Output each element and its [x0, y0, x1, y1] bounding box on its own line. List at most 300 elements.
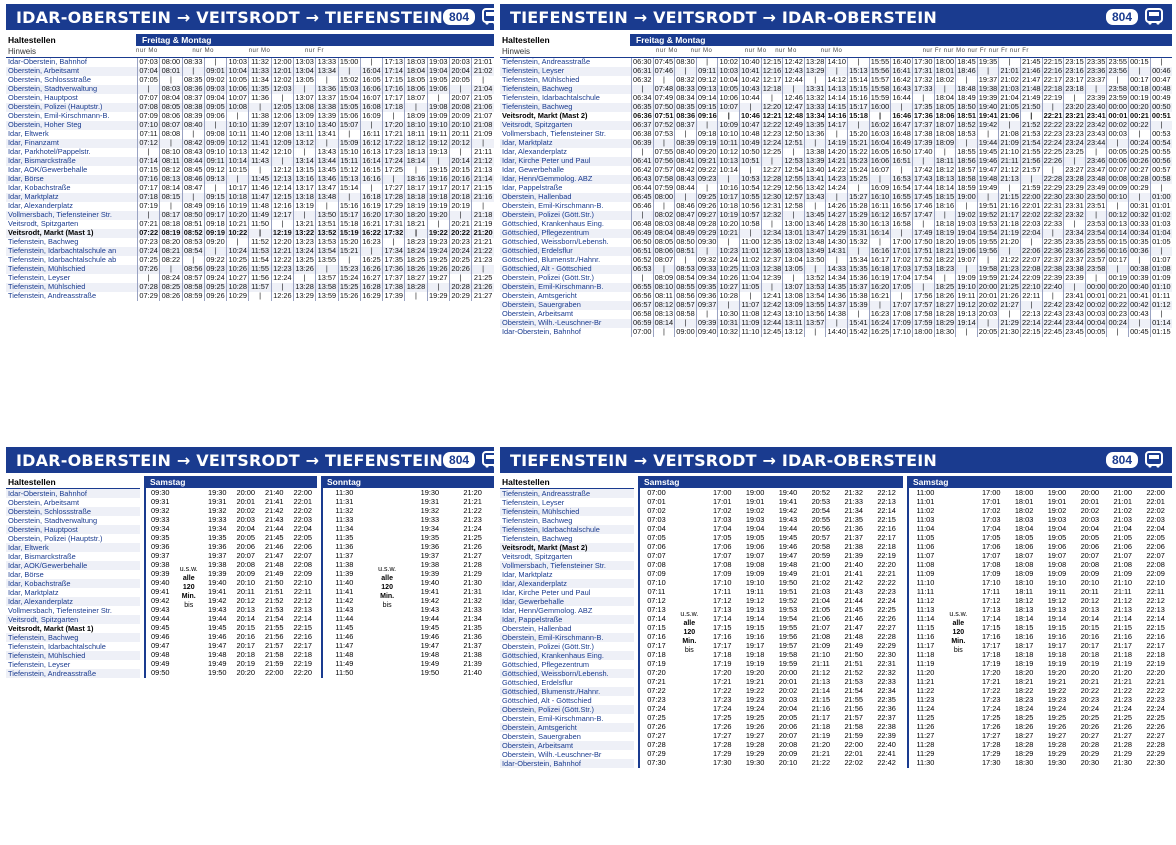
departure-time: 19:09: [1047, 569, 1067, 578]
departure-time: 06:56: [633, 292, 652, 301]
route-number-badge: 804: [1106, 9, 1138, 25]
departure-time: |: [632, 85, 654, 94]
departure-time: 22:17: [1043, 76, 1063, 85]
departure-time: 06:45: [633, 193, 652, 202]
departure-time: 22:20: [293, 668, 312, 677]
departure-time: 19:15: [1047, 623, 1067, 632]
departure-time: 19:44: [208, 614, 227, 623]
departure-time: 19:10: [745, 578, 765, 587]
departure-time: 12:06: [273, 112, 292, 121]
departure-time: 14:37: [827, 301, 847, 310]
departure-time: 17:03: [981, 515, 1001, 524]
departure-time: |: [316, 202, 338, 211]
departure-time: 09:18: [697, 130, 717, 139]
departure-time: 13:09: [784, 301, 803, 310]
departure-time: 19:07: [1047, 551, 1067, 560]
departure-time: 19:04: [1047, 524, 1067, 533]
frequency-note: 120: [683, 628, 696, 636]
departure-time: 13:03: [295, 58, 314, 67]
departure-time: 22:10: [1146, 578, 1165, 587]
departure-time: 20:01: [978, 292, 998, 301]
departure-time: 09:24: [206, 274, 225, 283]
departure-time: 22:35: [1043, 238, 1063, 247]
departure-time: 23:32: [1065, 211, 1084, 220]
departure-time: 08:44: [183, 157, 203, 166]
departure-time: 07:18: [139, 193, 158, 202]
departure-time: |: [956, 139, 978, 148]
stop-name: Tiefenstein, Mühlschied: [500, 507, 634, 516]
departure-time: |: [204, 58, 226, 67]
departure-time: |: [293, 148, 315, 157]
departure-time: 22:33: [877, 677, 896, 686]
timetable-panel-2: TIEFENSTEIN → VEITSRODT → IDAR-OBERSTEIN 804 Haltestellen Freitag & Montag Hinweis nur Mo nur Mo nur Mo nur Mo nur Mo nur Fr nur Mo nur Fr nur Fr nur Fr Tiefenstein, Andreasstraße 06:30 07:45 08:30 | 10:02 10:40 12:15 12:42 13:28 14:10 | 15:55 16:40 17:30 18:00 18:45 19:35 | 21:45 22:15 23:15 23:35 23:55 00:15 | Tiefenstein, Leyser 06:31 07:46 | 09:11 10:03 10:41 12:16 12:43 13:29 | 15:13 15:56 16:41 17:31 18:01 18:46 | 21:01 21:46 22:16 23:16 23:36 23:56 | 00:46 Tiefenstein, Mühlschied 06:32 | 08:32 09:12 10:04 10:42 12:17 12:44 | 14:12 15:14 15:57 16:42 17:32 18:02 | 19:37 21:02 21:47 22:17 23:17 23:37 | 00:17 00:47 Tiefenstein, Bachweg | 07:48 08:33 09:13 10:05 10:43 12:18 | 13:31 14:13 15:15 15:58 16:43 17:33 | 18:48 19:38 21:03 21:48 22:18 23:18 | 23:58 00:18 00:48 Tiefenstein, Idarbachtalschule 06:34 07:49 08:34 09:14 10:06 10:44 | 12:46 13:32 14:14 15:16 15:59 16:44 | 18:04 18:49 19:39 21:04 21:49 22:19 | 23:39 23:59 00:19 00:49 Tiefenstein, Bachweg 06:35 07:50 08:35 09:15 10:07 | 12:20 12:47 13:33 14:15 15:17 16:00 | 17:35 18:05 18:50 19:40 21:05 21:50 | 23:20 23:40 00:00 00:20 00:50 Veitsrodt, Markt (Mast 2) 06:36 07:51 08:36 09:16 | 10:46 12:21 12:48 13:34 14:16 15:18 | 16:46 17:36 18:06 18:51 19:41 21:06 | 22:21 23:21 23:41 00:01 00:21 00:51 Veitsrodt, Spitzgarten 06:37 07:52 08:37 | 10:09 10:47 12:22 12:49 13:35 14:17 | 16:02 16:47 17:37 18:07 18:52 19:42 | 21:52 22:22 23:22 23:42 00:02 00:22 | Vollmersbach, Tiefensteiner Str. 06:38 07:53 | 09:18 10:10 10:48 12:23 12:50 13:36 | 15:20 16:03 16:48 17:38 18:08 18:53 | 21:08 21:53 22:23 23:23 23:43 00:03 | 00:53 Idar, Marktplatz 06:39 | 08:39 09:19 10:11 10:49 12:24 12:51 | 14:19 15:21 16:04 16:49 17:39 18:09 | 19:44 21:09 21:54 22:24 23:24 23:44 | 00:24 00:54 Idar, Alexanderplatz | 07:55 08:40 09:20 10:12 10:50 12:25 | 13:38 14:20 15:22 16:05 16:50 17:40 | 18:55 19:45 21:10 21:55 22:25 23:25 | 00:05 00:25 00:55 Idar, Kirche Peter und Paul 06:41 07:56 08:41 09:21 10:13 10:51 | 12:53 13:39 14:21 15:23 16:06 16:51 | 18:11 18:56 19:46 21:11 21:56 22:26 | 23:46 00:06 00:26 00:56 Idar, Gewerbehalle 06:42 07:57 08:42 09:22 10:14 | 12:27 12:54 13:40 14:22 15:24 16:07 | 17:42 18:12 18:57 19:47 21:12 21:57 | 23:27 23:47 00:07 00:27 00:57 Idar, Henn/Gemmolog. ABZ 06:43 07:58 08:43 09:23 | 10:53 12:28 12:55 13:41 14:23 15:25 | 16:53 17:43 18:13 18:58 19:48 21:13 | 22:28 23:28 23:48 00:08 00:28 00:58 Idar, Pappelstraße 06:44 07:59 08:44 | 10:16 10:54 12:29 12:56 13:42 14:24 | 16:09 16:54 17:44 18:14 18:59 19:49 | 21:59 22:29 23:29 23:49 00:09 00:29 | Oberstein, Hallenbad 06:45 08:00 | 09:25 10:17 10:55 12:30 12:57 13:43 | 15:27 16:10 16:55 17:45 18:15 19:00 | 21:15 22:00 22:30 23:30 23:50 00:10 | 01:00 Oberstein, Emil-Kirschmann-B. 06:46 | 08:46 09:26 10:18 10:56 12:31 12:58 | 14:26 15:28 16:11 16:56 17:46 18:16 | 19:51 21:16 22:01 22:31 23:31 23:51 | 00:31 01:01 Oberstein, Polizei (Gött.Str.) | 08:02 08:47 09:27 10:19 10:57 12:32 | 13:45 14:27 15:29 16:12 16:57 17:47 | 19:02 19:52 21:17 22:02 22:32 23:32 | 00:12 00:32 01:02 Göttschied, Krankenhaus Eing. 06:48 08:03 08:48 09:28 10:20 10:58 | 13:00 13:46 14:28 15:30 16:13 16:58 | 18:18 19:03 19:53 21:18 22:03 22:33 | 23:53 00:13 00:33 01:03 Göttschied, Pflegezentrum 06:49 08:04 08:49 09:29 10:21 | 12:34 13:01 13:47 14:29 15:31 16:14 | 17:49 18:19 19:04 19:54 21:19 22:04 | 23:34 23:54 00:14 00:34 01:04 Göttschied, Weissborn/Lebensh. 06:50 08:05 08:50 09:30 | 11:00 12:35 13:02 13:48 14:30 15:32 | 17:00 17:50 18:20 19:05 19:55 21:20 | 22:35 23:35 23:55 00:15 00:35 01:05 Göttschied, Erdelsflur 06:51 08:06 08:51 | 10:23 11:01 12:36 13:03 13:49 14:31 | 16:16 17:01 17:51 18:21 19:06 19:56 | 22:06 22:36 23:36 23:56 00:16 00:36 | Göttschied, Blumenstr./Hahnr. 06:52 08:07 | 09:32 10:24 11:02 12:37 13:04 13:50 | 15:34 16:17 17:02 17:52 18:22 19:07 | 21:22 22:07 22:37 23:37 23:57 00:17 | 01:07 Göttschied, Alt - Göttschied 06:53 | 08:53 09:33 10:25 11:03 12:38 13:05 | 14:33 15:35 16:18 17:03 17:53 18:23 | 19:58 21:23 22:08 22:38 23:38 23:58 | 00:38 01:08 Oberstein, Polizei (Gött.Str.) | 08:09 08:54 09:34 10:26 11:04 12:39 | 13:52 14:34 15:36 16:19 17:04 17:54 | 19:09 19:59 21:24 22:09 22:39 23:39 | 00:19 00:39 01:09 Oberstein, Emil-Kirschmann-B. 06:55 08:10 08:55 09:35 10:27 11:05 | 13:07 13:53 14:35 15:37 16:20 17:05 | 18:25 19:10 20:00 21:25 22:10 22:40 | 00:00 00:20 00:40 01:10 Oberstein, Amtsgericht 06:56 08:11 08:56 09:36 10:28 | 12:41 13:08 13:54 14:36 15:38 16:21 | 17:56 18:26 19:11 20:01 21:26 22:11 | 23:41 00:01 00:21 00:41 01:11 Oberstein, Sauergraben 06:57 08:12 08:57 09:37 | 11:07 12:42 13:09 13:55 14:37 15:39 | 17:07 17:57 18:27 19:12 20:02 21:27 | 22:42 23:42 00:02 00:22 00:42 01:12 Oberstein, Arbeitsamt 06:58 08:13 08:58 | 10:30 11:08 12:43 13:10 13:56 14:38 | 16:23 17:08 17:58 18:28 19:13 20:03 | 22:13 22:43 23:43 00:03 00:23 00:43 | Oberstein, Wilh.-Leuschner-Br 06:59 08:14 | 09:39 10:31 11:09 12:44 13:11 13:57 | 15:41 16:24 17:09 17:59 18:29 19:14 | 21:29 22:14 22:44 23:44 00:04 00:24 | 01:14 Idar-Oberstein, Bahnhof 07:00 | 09:00 09:40 10:32 11:10 12:45 13:12 | 14:40 15:42 16:25 17:10 18:00 18:30 | 20:05 21:30 22:15 22:45 23:45 00:05 | 00:45 01:15: [500, 4, 1172, 440]
departure-time: 09:16: [206, 202, 225, 211]
departure-time: 10:26: [228, 265, 248, 274]
departure-time: 12:26: [273, 292, 292, 301]
departure-time: 01:11: [1150, 292, 1172, 301]
departure-time: 19:46: [420, 632, 440, 641]
departure-time: 13:44: [317, 157, 337, 166]
departure-time: 21:30: [1113, 758, 1132, 767]
departure-time: 11:34: [249, 76, 271, 85]
departure-time: 01:09: [1152, 274, 1171, 283]
departure-time: 19:35: [208, 533, 227, 542]
departure-time: 17:24: [981, 704, 1001, 713]
departure-time: 22:13: [1146, 605, 1165, 614]
stop-name: Veitsrodt, Markt (Mast 1): [8, 624, 94, 633]
departure-time: 09:36: [151, 542, 170, 551]
departure-time: 01:15: [1152, 328, 1171, 337]
departure-time: 19:00: [745, 488, 765, 497]
departure-time: 08:40: [676, 148, 695, 157]
departure-time: 00:33: [1130, 220, 1149, 229]
stop-name: Oberstein, Hoher Steg: [6, 121, 138, 130]
departure-time: 00:50: [1152, 103, 1171, 112]
departure-time: 00:13: [1108, 220, 1127, 229]
departure-time: 18:52: [957, 121, 976, 130]
departure-time: 21:14: [1113, 614, 1132, 623]
stop-name: Vollmersbach, Tiefensteiner Str.: [8, 606, 112, 615]
departure-time: 21:29: [1000, 319, 1019, 328]
departure-time: 09:35: [151, 533, 170, 542]
departure-time: 18:22: [1014, 686, 1034, 695]
departure-time: 19:08: [745, 560, 765, 569]
departure-time: 19:13: [745, 605, 765, 614]
departure-time: 22:15: [1022, 328, 1041, 337]
departure-time: 10:53: [741, 175, 760, 184]
time-column: [640, 488, 673, 767]
departure-time: 01:08: [1152, 265, 1171, 274]
stop-name: Idar, AOK/Gewerbehalle: [8, 166, 88, 175]
departure-time: 11:07: [916, 551, 935, 560]
departure-time: 19:26: [429, 265, 448, 274]
departure-time: 11:01: [741, 247, 760, 256]
departure-time: 19:49: [978, 184, 998, 193]
stop-name: Idar, Marktplatz: [502, 570, 553, 579]
departure-time: 17:09: [981, 569, 1001, 578]
departure-time: 06:34: [633, 94, 652, 103]
departure-time: 07:55: [654, 148, 674, 157]
departure-time: 17:18: [384, 103, 403, 112]
departure-time: |: [360, 184, 382, 193]
departure-time: |: [718, 238, 740, 247]
departure-time: 13:18: [295, 193, 314, 202]
departure-time: 22:05: [293, 533, 312, 542]
departure-time: 20:25: [1080, 713, 1100, 722]
departure-time: |: [427, 157, 449, 166]
departure-time: 13:59: [317, 292, 337, 301]
departure-time: 19:02: [1047, 506, 1067, 515]
time-column: [409, 488, 452, 677]
departure-time: 22:02: [844, 758, 863, 767]
departure-time: 08:57: [676, 301, 695, 310]
departure-time: 21:22: [1000, 256, 1019, 265]
departure-time: 21:12: [472, 157, 494, 166]
stop-name: Oberstein, Polizei (Hauptstr.): [8, 534, 103, 543]
departure-time: 06:44: [633, 184, 652, 193]
departure-time: 11:03: [741, 265, 760, 274]
table-row: [6, 175, 494, 184]
departure-time: 09:50: [151, 668, 170, 677]
departure-time: 19:48: [420, 650, 440, 659]
departure-time: 18:05: [935, 103, 955, 112]
departure-time: 17:54: [913, 274, 933, 283]
departure-time: 13:42: [805, 184, 825, 193]
departure-time: 12:56: [784, 184, 803, 193]
departure-time: |: [675, 130, 697, 139]
departure-time: 08:04: [161, 94, 181, 103]
departure-time: 13:09: [295, 112, 314, 121]
departure-time: 08:05: [654, 238, 674, 247]
departure-time: 12:16: [273, 202, 292, 211]
departure-time: 18:12: [406, 139, 426, 148]
departure-time: |: [891, 103, 913, 112]
table-row: [6, 157, 494, 166]
departure-time: 10:43: [741, 85, 760, 94]
departure-time: 19:54: [778, 614, 798, 623]
departure-time: 10:18: [228, 193, 248, 202]
departure-time: 17:19: [981, 659, 1001, 668]
departure-time: 18:46: [957, 67, 976, 76]
departure-time: 19:40: [978, 103, 998, 112]
departure-time: 21:08: [1000, 130, 1019, 139]
departure-time: 21:15: [1000, 193, 1019, 202]
departure-time: |: [1020, 175, 1042, 184]
departure-time: 23:59: [1108, 94, 1127, 103]
departure-time: 13:40: [317, 121, 337, 130]
departure-time: 00:40: [1130, 283, 1149, 292]
departure-time: 14:14: [827, 94, 847, 103]
departure-time: 07:16: [647, 632, 666, 641]
departure-time: 19:13: [1047, 605, 1067, 614]
table-row: [6, 229, 494, 238]
departure-time: 21:25: [472, 274, 494, 283]
departure-time: 10:20: [228, 211, 248, 220]
departure-time: 10:07: [228, 94, 248, 103]
departure-time: 09:11: [698, 67, 717, 76]
departure-time: 07:02: [647, 506, 666, 515]
departure-time: 23:36: [1065, 247, 1084, 256]
departure-time: 13:12: [295, 139, 314, 148]
departure-time: 15:25: [849, 175, 868, 184]
stop-name: Tiefenstein, Leyser: [502, 498, 565, 507]
departure-time: 10:08: [228, 103, 248, 112]
departure-time: 21:03: [1000, 85, 1019, 94]
departure-time: 22:02: [293, 506, 312, 515]
departure-time: 21:21: [472, 238, 494, 247]
departure-time: 20:07: [1080, 551, 1100, 560]
departure-time: 19:11: [1047, 587, 1066, 596]
departure-time: 11:25: [916, 713, 935, 722]
departure-time: 22:32: [877, 668, 896, 677]
departure-time: 18:05: [1014, 533, 1034, 542]
departure-time: 11:40: [249, 130, 271, 139]
departure-time: 18:45: [957, 58, 976, 67]
departure-time: 18:57: [957, 166, 976, 175]
departure-time: 16:11: [360, 130, 382, 139]
departure-time: 01:01: [1152, 202, 1171, 211]
departure-time: 17:24: [384, 157, 403, 166]
departure-time: 11:06: [916, 542, 935, 551]
departure-time: |: [761, 157, 783, 166]
departure-time: 08:37: [676, 121, 695, 130]
departure-time: 16:11: [871, 202, 889, 211]
departure-time: 09:13: [206, 175, 225, 184]
departure-time: 22:44: [1043, 319, 1063, 328]
departure-time: 22:12: [877, 488, 896, 497]
departure-time: 18:16: [406, 175, 426, 184]
departure-time: 15:06: [339, 112, 359, 121]
departure-time: 19:18: [429, 193, 448, 202]
departure-time: 21:28: [1113, 740, 1132, 749]
departure-time: 17:51: [913, 247, 933, 256]
departure-time: 09:21: [697, 157, 717, 166]
departure-time: 09:23: [206, 265, 225, 274]
departure-time: |: [1150, 247, 1172, 256]
departure-time: 13:40: [805, 166, 825, 175]
departure-time: 11:48: [249, 202, 271, 211]
stops-header: Haltestellen: [8, 35, 56, 45]
time-column: [175, 488, 204, 677]
departure-time: 16:18: [362, 193, 381, 202]
departure-time: 21:03: [811, 587, 831, 596]
stop-name: Göttschied, Erdelsflur: [500, 247, 632, 256]
time-column: [203, 488, 232, 677]
departure-time: 09:17: [206, 211, 225, 220]
departure-time: 08:37: [183, 94, 203, 103]
departure-time: 15:00: [339, 58, 359, 67]
departure-time: 08:25: [161, 283, 181, 292]
departure-time: |: [316, 139, 338, 148]
departure-time: 18:18: [1014, 650, 1034, 659]
departure-time: 11:26: [916, 722, 935, 731]
departure-time: 13:38: [317, 103, 337, 112]
departure-time: 11:36: [249, 94, 271, 103]
departure-time: |: [1020, 238, 1042, 247]
departure-time: 13:54: [317, 247, 337, 256]
day-header: Samstag: [146, 476, 317, 488]
departure-time: 19:53: [978, 220, 998, 229]
departure-time: 08:09: [654, 274, 674, 283]
departure-time: 22:38: [1043, 265, 1063, 274]
departure-time: 09:18: [206, 220, 225, 229]
departure-time: 19:12: [957, 301, 976, 310]
departure-time: 21:50: [844, 650, 863, 659]
departure-time: 11:29: [916, 749, 935, 758]
departure-time: 16:42: [892, 76, 911, 85]
departure-time: 14:21: [827, 157, 847, 166]
departure-time: 07:23: [139, 238, 158, 247]
departure-time: 20:13: [1080, 605, 1100, 614]
departure-time: 18:23: [935, 265, 955, 274]
departure-time: 08:53: [676, 265, 695, 274]
departure-time: 18:11: [1015, 587, 1034, 596]
departure-time: 23:35: [1086, 58, 1106, 67]
departure-time: 17:22: [712, 686, 732, 695]
departure-time: 14:15: [827, 103, 847, 112]
departure-time: 18:15: [935, 193, 955, 202]
departure-time: |: [1020, 301, 1042, 310]
departure-time: 17:01: [981, 497, 1001, 506]
departure-time: 23:53: [1086, 220, 1106, 229]
departure-time: |: [891, 166, 913, 175]
departure-time: 21:25: [1000, 283, 1019, 292]
departure-time: 12:20: [762, 103, 782, 112]
departure-time: 20:00: [1080, 488, 1100, 497]
departure-time: 08:52: [183, 229, 203, 238]
departure-time: |: [999, 58, 1021, 67]
departure-time: 11:39: [249, 121, 271, 130]
departure-time: 15:34: [849, 256, 868, 265]
departure-time: 13:50: [317, 211, 337, 220]
departure-time: 01:14: [1152, 319, 1171, 328]
departure-time: |: [977, 193, 999, 202]
departure-time: 11:41: [249, 139, 271, 148]
departure-time: 07:57: [654, 166, 674, 175]
departure-time: 00:21: [1108, 292, 1127, 301]
departure-time: 17:44: [913, 184, 933, 193]
stop-name: Tiefenstein, Andreasstraße: [6, 669, 140, 678]
departure-time: 00:00: [1108, 103, 1127, 112]
departure-time: |: [848, 247, 870, 256]
departure-time: 14:13: [827, 85, 847, 94]
departure-time: |: [405, 103, 427, 112]
departure-time: 07:19: [139, 202, 158, 211]
departure-time: 16:21: [870, 292, 890, 301]
departure-time: 12:46: [784, 94, 803, 103]
departure-time: 23:57: [1086, 256, 1106, 265]
departure-time: 21:22: [811, 758, 831, 767]
departure-time: 07:22: [139, 229, 159, 238]
departure-time: 19:06: [957, 247, 976, 256]
departure-time: 09:14: [697, 94, 717, 103]
departure-time: 23:29: [1065, 184, 1084, 193]
departure-time: 20:24: [1080, 704, 1100, 713]
departure-time: |: [956, 76, 978, 85]
departure-time: 19:07: [745, 551, 765, 560]
departure-time: 18:19: [935, 229, 955, 238]
departure-time: 11:08: [916, 560, 935, 569]
departure-time: |: [912, 157, 934, 166]
departure-time: 19:30: [1047, 758, 1067, 767]
route-title: TIEFENSTEIN → VEITSRODT → IDAR-OBERSTEIN: [510, 7, 938, 27]
departure-time: 21:26: [472, 283, 494, 292]
departure-time: 16:23: [870, 310, 890, 319]
departure-time: |: [182, 67, 204, 76]
departure-time: 18:56: [957, 157, 976, 166]
departure-time: 20:15: [1080, 623, 1100, 632]
departure-time: 21:39: [463, 659, 482, 668]
stop-name: Oberstein, Hallenbad: [500, 193, 632, 202]
departure-time: |: [934, 274, 956, 283]
stop-name: Oberstein, Stadtverwaltung: [6, 85, 138, 94]
departure-time: 21:18: [472, 211, 494, 220]
departure-time: 17:30: [981, 758, 1001, 767]
departure-time: 13:38: [805, 148, 825, 157]
departure-time: 10:58: [741, 220, 760, 229]
departure-time: 14:23: [827, 175, 847, 184]
departure-time: 20:27: [1080, 731, 1100, 740]
departure-time: 00:15: [1108, 238, 1127, 247]
departure-time: |: [632, 274, 654, 283]
departure-time: 17:13: [712, 605, 732, 614]
departure-time: 22:22: [1146, 686, 1165, 695]
departure-time: 21:58: [844, 722, 863, 731]
departure-time: |: [740, 103, 762, 112]
departure-time: 20:09: [778, 749, 798, 758]
departure-time: 22:28: [877, 632, 896, 641]
departure-time: 19:33: [420, 515, 440, 524]
departure-time: 17:20: [712, 668, 732, 677]
departure-time: 20:06: [1080, 542, 1100, 551]
departure-time: |: [227, 175, 249, 184]
departure-time: 21:06: [1000, 112, 1020, 121]
departure-time: 22:28: [1146, 740, 1165, 749]
departure-time: 07:15: [139, 166, 158, 175]
departure-time: 13:05: [784, 265, 803, 274]
departure-time: 00:36: [1130, 247, 1149, 256]
time-column: [673, 488, 706, 767]
departure-time: 09:38: [151, 560, 170, 569]
departure-time: 21:17: [1000, 211, 1019, 220]
table-row: [500, 292, 1172, 301]
departure-time: 00:32: [1130, 211, 1149, 220]
departure-time: 06:37: [633, 121, 652, 130]
departure-time: |: [826, 256, 848, 265]
departure-time: 21:14: [472, 175, 494, 184]
departure-time: 15:04: [339, 94, 359, 103]
departure-time: |: [783, 85, 805, 94]
departure-time: 11:33: [249, 67, 271, 76]
departure-time: 17:52: [913, 256, 933, 265]
departure-time: |: [804, 76, 826, 85]
departure-time: |: [138, 85, 160, 94]
departure-time: 17:02: [892, 256, 911, 265]
departure-time: 09:32: [151, 506, 170, 515]
departure-time: 19:28: [1047, 740, 1067, 749]
departure-time: 20:26: [451, 265, 470, 274]
table-row: [500, 202, 1172, 211]
departure-time: 19:41: [420, 587, 440, 596]
departure-time: 11:40: [335, 578, 354, 587]
departure-time: 17:04: [712, 524, 732, 533]
departure-time: 22:01: [1146, 497, 1165, 506]
departure-time: 18:12: [1014, 596, 1034, 605]
departure-time: |: [999, 121, 1021, 130]
departure-time: 14:10: [827, 58, 847, 67]
departure-time: 18:21: [1014, 677, 1034, 686]
day-header: Samstag: [640, 476, 903, 488]
